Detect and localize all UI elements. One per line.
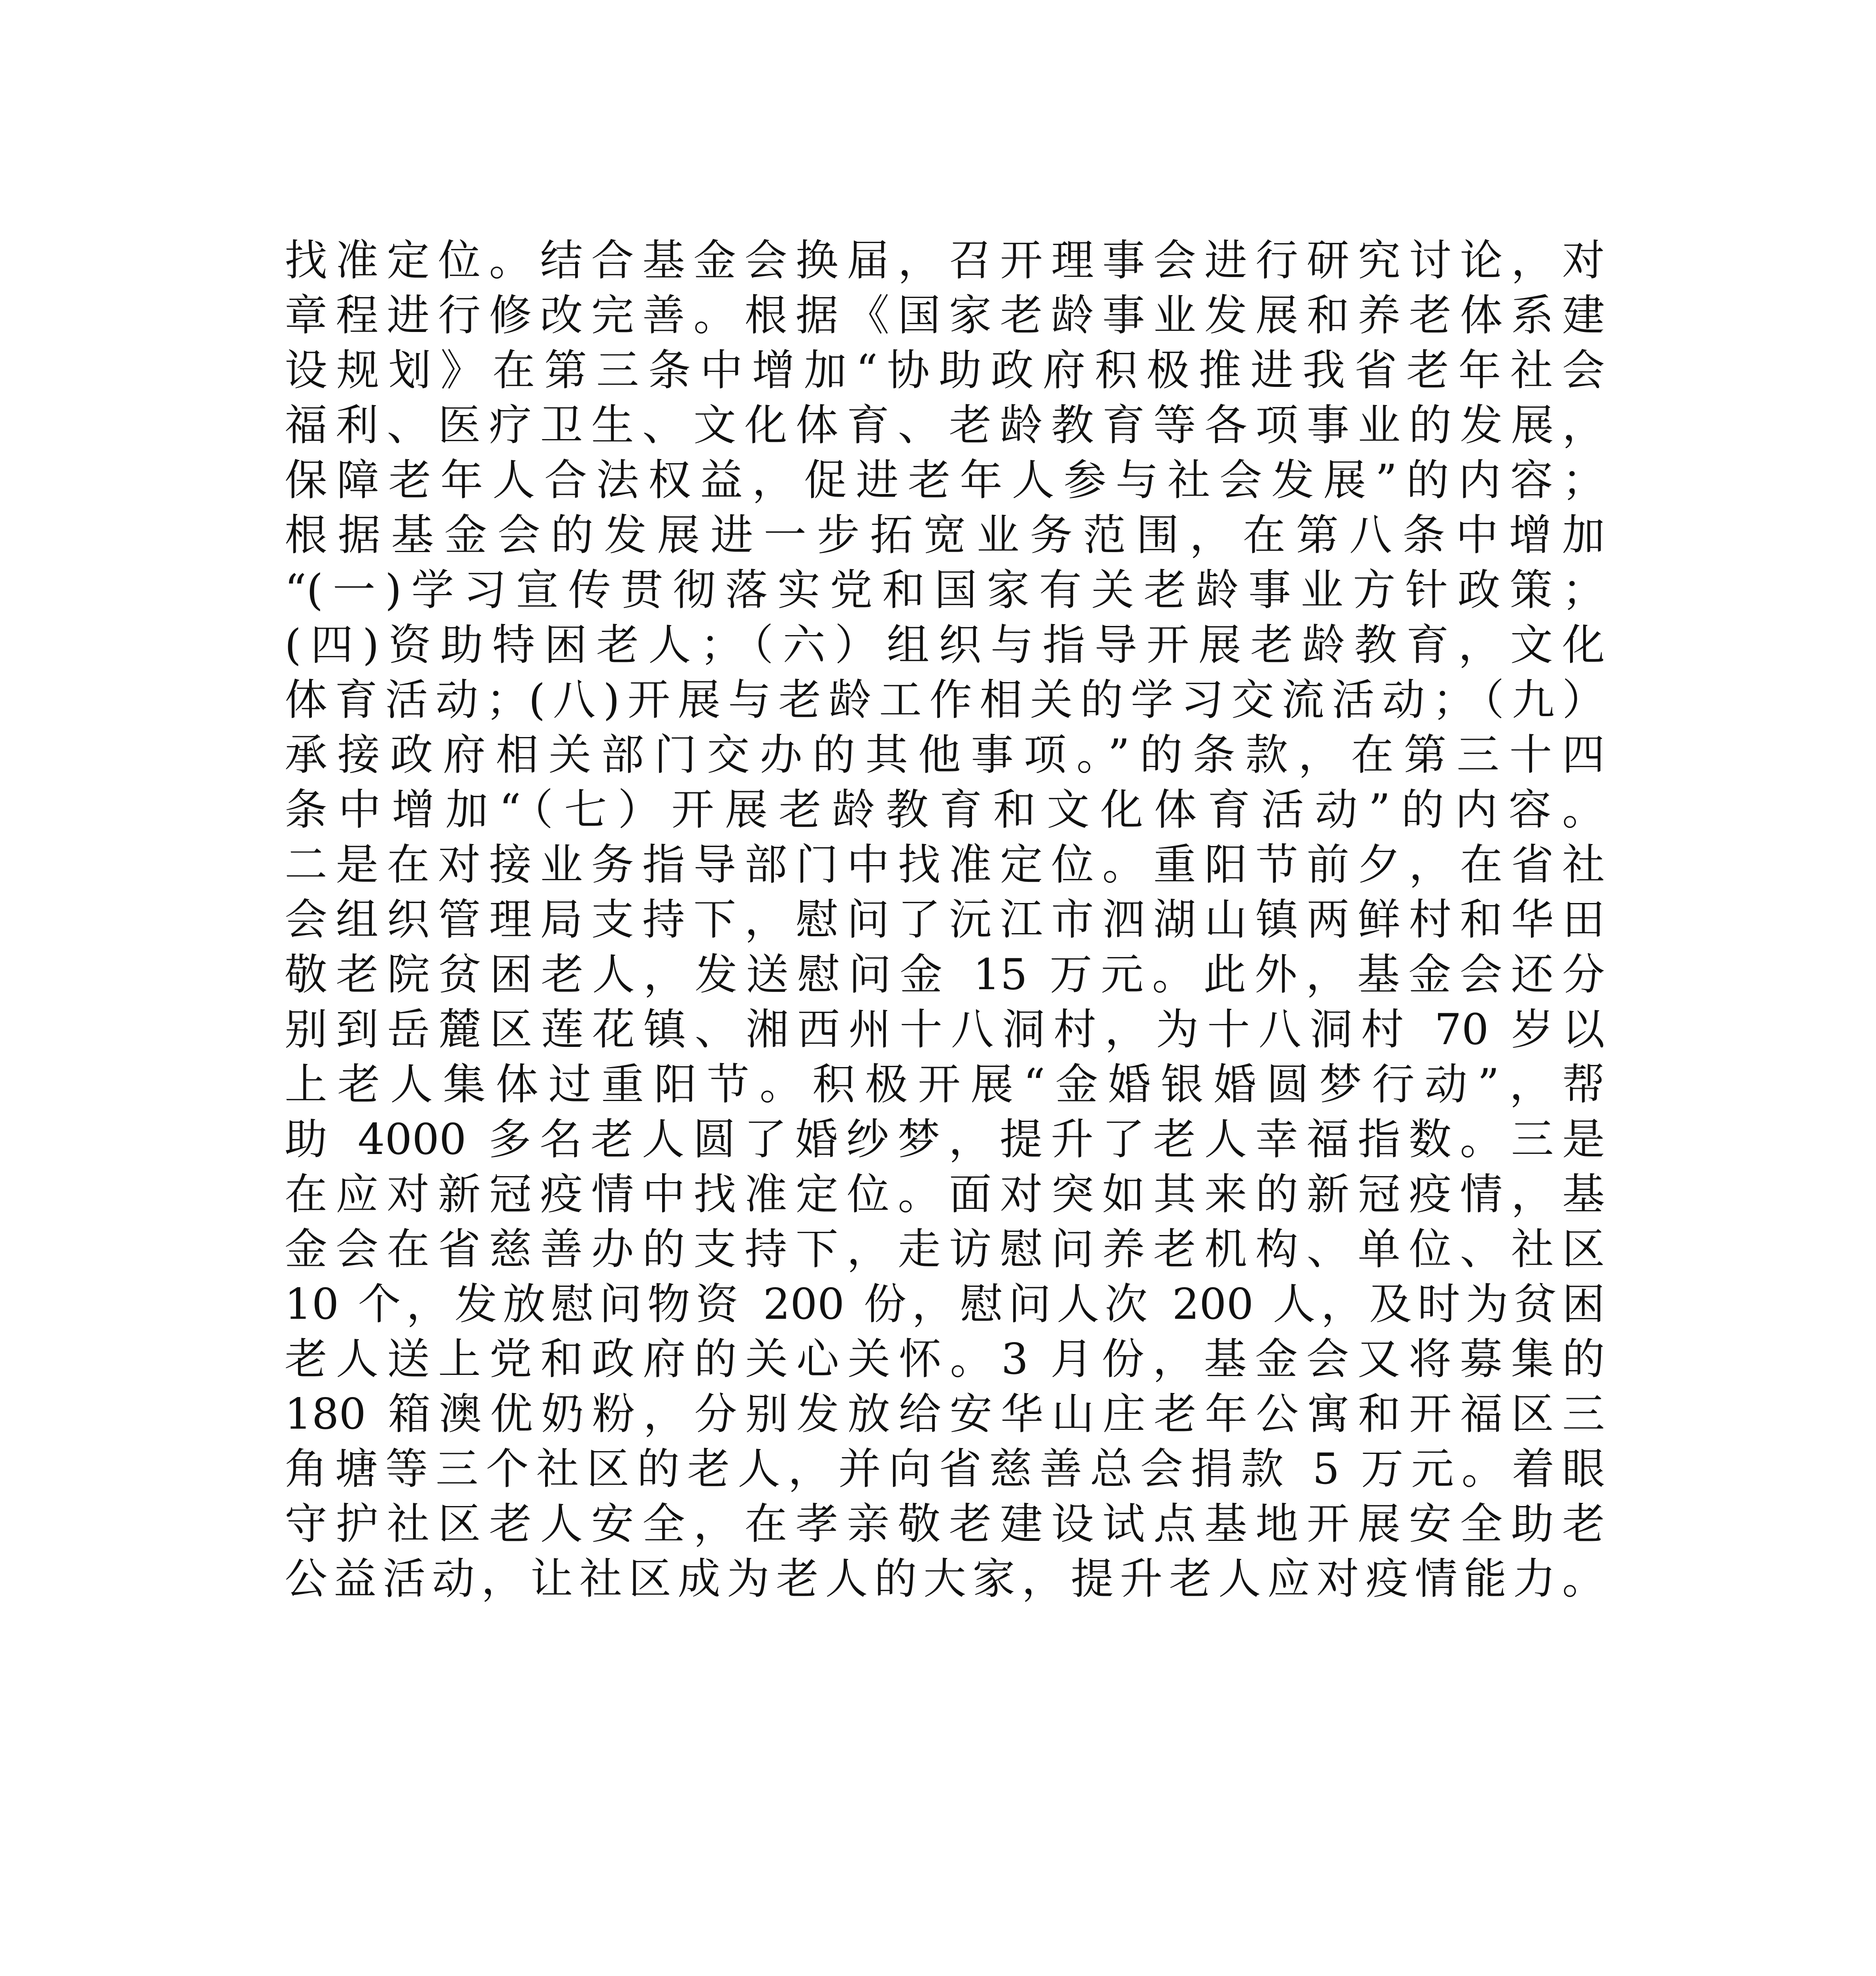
text-line: 角塘等三个社区的老人，并向省慈善总会捐款 5 万元。着眼 bbox=[285, 1444, 1605, 1494]
text-line: “(一)学习宣传贯彻落实党和国家有关老龄事业方针政策； bbox=[285, 566, 1605, 615]
text-line: 找准定位。结合基金会换届，召开理事会进行研究讨论，对 bbox=[285, 236, 1605, 285]
text-line: 保障老年人合法权益，促进老年人参与社会发展”的内容； bbox=[285, 456, 1605, 505]
text-line: 敬老院贫困老人，发送慰问金 15 万元。此外，基金会还分 bbox=[285, 950, 1605, 999]
text-line: 章程进行修改完善。根据《国家老龄事业发展和养老体系建 bbox=[285, 291, 1605, 340]
text-line: 根据基金会的发展进一步拓宽业务范围，在第八条中增加 bbox=[285, 511, 1605, 560]
text-line: 老人送上党和政府的关心关怀。3 月份，基金会又将募集的 bbox=[285, 1335, 1605, 1384]
text-line: 10 个，发放慰问物资 200 份，慰问人次 200 人，及时为贫困 bbox=[285, 1280, 1605, 1329]
text-line: 上老人集体过重阳节。积极开展“金婚银婚圆梦行动”，帮 bbox=[285, 1060, 1605, 1109]
text-line: 助 4000 多名老人圆了婚纱梦，提升了老人幸福指数。三是 bbox=[285, 1115, 1605, 1164]
text-line: 守护社区老人安全，在孝亲敬老建设试点基地开展安全助老 bbox=[285, 1499, 1605, 1549]
text-line: 体育活动；(八)开展与老龄工作相关的学习交流活动；（九） bbox=[285, 675, 1605, 725]
text-line: 180 箱澳优奶粉，分别发放给安华山庄老年公寓和开福区三 bbox=[285, 1390, 1605, 1439]
text-line: 公益活动，让社区成为老人的大家，提升老人应对疫情能力。 bbox=[285, 1554, 1605, 1604]
text-line: 二是在对接业务指导部门中找准定位。重阳节前夕，在省社 bbox=[285, 840, 1605, 890]
text-line: 在应对新冠疫情中找准定位。面对突如其来的新冠疫情，基 bbox=[285, 1170, 1605, 1219]
body-text bbox=[285, 233, 1605, 1606]
text-line: 设规划》在第三条中增加“协助政府积极推进我省老年社会 bbox=[285, 346, 1605, 395]
text-line: 会组织管理局支持下，慰问了沅江市泗湖山镇两鲜村和华田 bbox=[285, 895, 1605, 945]
text-line: 承接政府相关部门交办的其他事项。”的条款，在第三十四 bbox=[285, 730, 1605, 780]
text-line: (四)资助特困老人；（六）组织与指导开展老龄教育，文化 bbox=[285, 620, 1605, 670]
text-line: 别到岳麓区莲花镇、湘西州十八洞村，为十八洞村 70 岁以 bbox=[285, 1005, 1605, 1054]
text-line: 金会在省慈善办的支持下，走访慰问养老机构、单位、社区 bbox=[285, 1225, 1605, 1274]
text-line: 福利、医疗卫生、文化体育、老龄教育等各项事业的发展， bbox=[285, 401, 1605, 450]
text-line: 条中增加“（七）开展老龄教育和文化体育活动”的内容。 bbox=[285, 785, 1605, 835]
